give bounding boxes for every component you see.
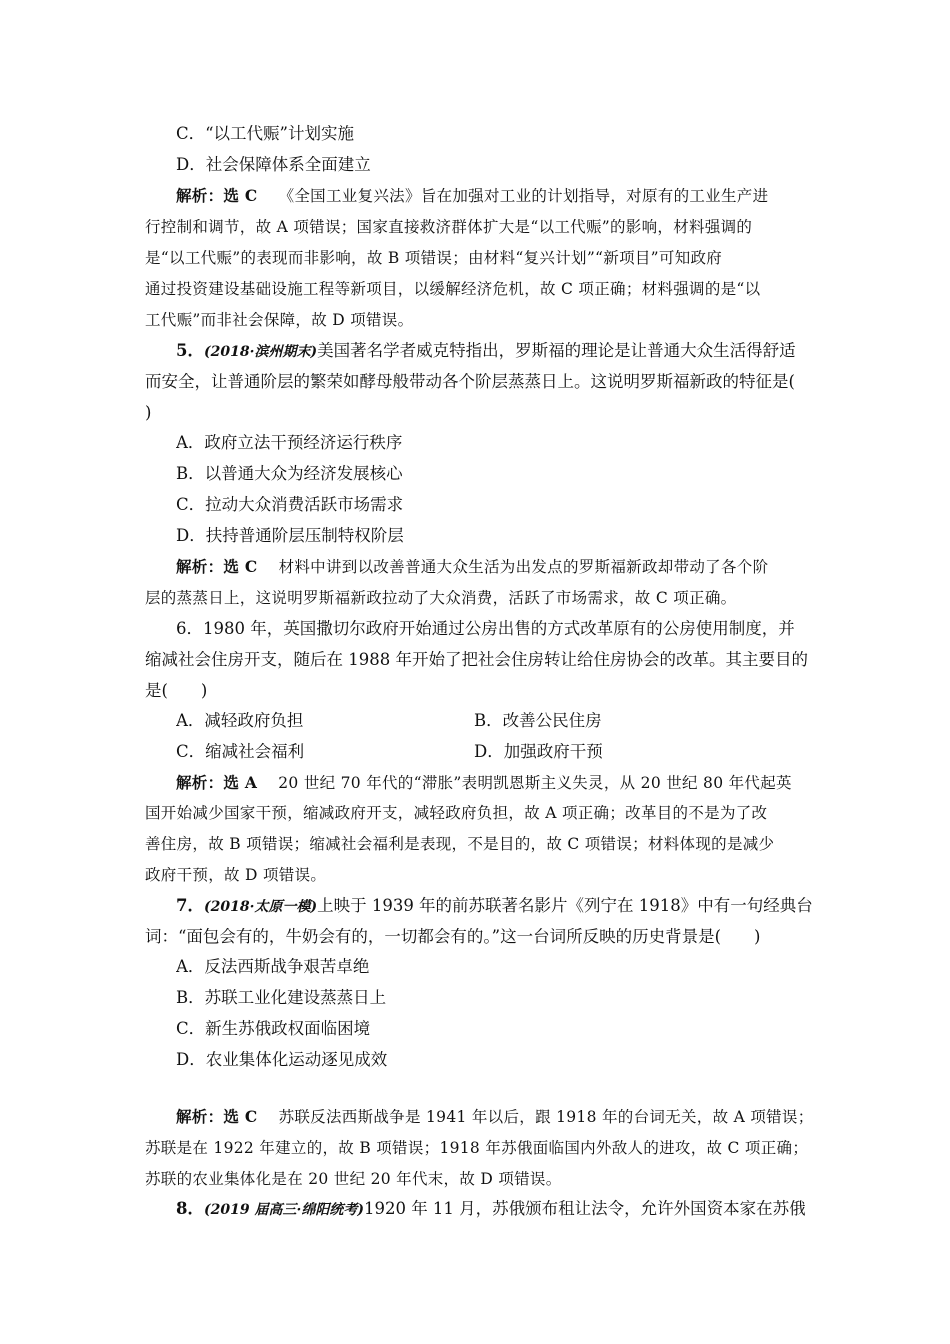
q8-stem-line-1 [176,1198,815,1221]
q5-number: 5． [176,341,204,360]
q7-option-d: D．农业集体化运动逐见成效 [176,1050,388,1069]
q6-analysis-text: 20 世纪 70 年代的“滞胀”表明凯恩斯主义失灵，从 20 世纪 80 年代起英 [278,774,792,792]
q7-option-c: C．新生苏俄政权面临困境 [176,1019,371,1038]
q7-source: (2018·太原一模) [203,899,318,915]
q6-stem-line-2: 缩减社会住房开支，随后在 1988 年开始了把社会住房转让给住房协会的改革。其主要目的 [145,650,808,669]
q4-analysis-text: 《全国工业复兴法》旨在加强对工业的计划指导，对原有的工业生产进 [278,187,769,205]
q6-option-c: C．缩减社会福利 [176,742,305,761]
q6-analysis-line-2: 国开始减少国家干预，缩减政府开支，减轻政府负担，故 A 项正确；改革目的不是为了改 [145,804,768,822]
q5-source: (2018·滨州期末) [203,344,318,360]
q5-stem-line-1 [176,340,815,363]
q4-analysis-line-4: 通过投资建设基础设施工程等新项目，以缓解经济危机，故 C 项正确；材料强调的是“以 [145,280,761,298]
q6-analysis-line-4: 政府干预，故 D 项错误。 [145,866,327,884]
q8-source: (2019 届高三·绵阳统考) [203,1202,364,1218]
q5-analysis-line-2: 层的蒸蒸日上，这说明罗斯福新政拉动了大众消费，活跃了市场需求，故 C 项正确。 [145,589,737,607]
q4-analysis-line-5: 工代赈”而非社会保障，故 D 项错误。 [145,311,414,329]
q4-option-d: D．社会保障体系全面建立 [176,155,371,174]
q4-analysis-line-2: 行控制和调节，故 A 项错误；国家直接救济群体扩大是“以工代赈”的影响，材料强调的 [145,218,753,236]
q4-analysis-line-1 [176,185,815,207]
q6-stem-line-3: 是( ) [145,681,208,700]
q6-analysis-label: 解析：选 A [176,773,258,792]
q6-option-a: A．减轻政府负担 [176,711,304,730]
q7-number: 7． [176,896,204,915]
q5-analysis-label: 解析：选 C [176,557,258,576]
q6-analysis-line-1 [176,772,815,794]
q4-analysis-label: 解析：选 C [176,186,258,205]
q7-analysis-label: 解析：选 C [176,1107,258,1126]
q5-stem-line-3: ) [145,403,152,422]
q5-option-b: B．以普通大众为经济发展核心 [176,464,403,483]
q6-analysis-line-3: 善住房，故 B 项错误；缩减社会福利是表现，不是目的，故 C 项错误；材料体现的是减少 [145,835,775,853]
q6-stem-line-1: 6．1980 年，英国撒切尔政府开始通过公房出售的方式改革原有的公房使用制度，并 [176,619,795,638]
q7-stem-line-1 [176,895,815,918]
q7-analysis-line-2: 苏联是在 1922 年建立的，故 B 项错误；1918 年苏俄面临国内外敌人的进攻，故 C 项正确； [145,1139,809,1157]
q6-option-b: B．改善公民住房 [474,711,602,730]
q5-option-a: A．政府立法干预经济运行秩序 [176,433,403,452]
q5-option-c: C．拉动大众消费活跃市场需求 [176,495,404,514]
q7-analysis-line-1 [176,1106,815,1128]
q4-option-c: C．“以工代赈”计划实施 [176,124,354,143]
q7-stem-line-2: 词：“面包会有的，牛奶会有的，一切都会有的。”这一台词所反映的历史背景是( ) [145,927,761,946]
q7-analysis-line-3: 苏联的农业集体化是在 20 世纪 20 年代末，故 D 项错误。 [145,1170,562,1188]
q5-analysis-text: 材料中讲到以改善普通大众生活为出发点的罗斯福新政却带动了各个阶 [278,558,769,576]
q7-analysis-text: 苏联反法西斯战争是 1941 年以后，跟 1918 年的台词无关，故 A 项错误； [278,1108,814,1126]
q7-option-a: A．反法西斯战争艰苦卓绝 [176,957,370,976]
q6-option-d: D．加强政府干预 [474,742,603,761]
q5-option-d: D．扶持普通阶层压制特权阶层 [176,526,404,545]
q5-stem-line-2: 而安全，让普通阶层的繁荣如酵母般带动各个阶层蒸蒸日上。这说明罗斯福新政的特征是( [145,372,795,391]
q7-option-b: B．苏联工业化建设蒸蒸日上 [176,988,387,1007]
q7-stem-text: 上映于 1939 年的前苏联著名影片《列宁在 1918》中有一句经典台 [317,896,813,915]
q5-stem-text: 美国著名学者威克特指出，罗斯福的理论是让普通大众生活得舒适 [317,341,796,360]
q4-analysis-line-3: 是“以工代赈”的表现而非影响，故 B 项错误；由材料“复兴计划”“新项目”可知政府 [145,249,723,267]
q8-number: 8． [176,1199,204,1218]
q5-analysis-line-1 [176,556,815,578]
q8-stem-text: 1920 年 11 月，苏俄颁布租让法令，允许外国资本家在苏俄 [363,1199,806,1218]
